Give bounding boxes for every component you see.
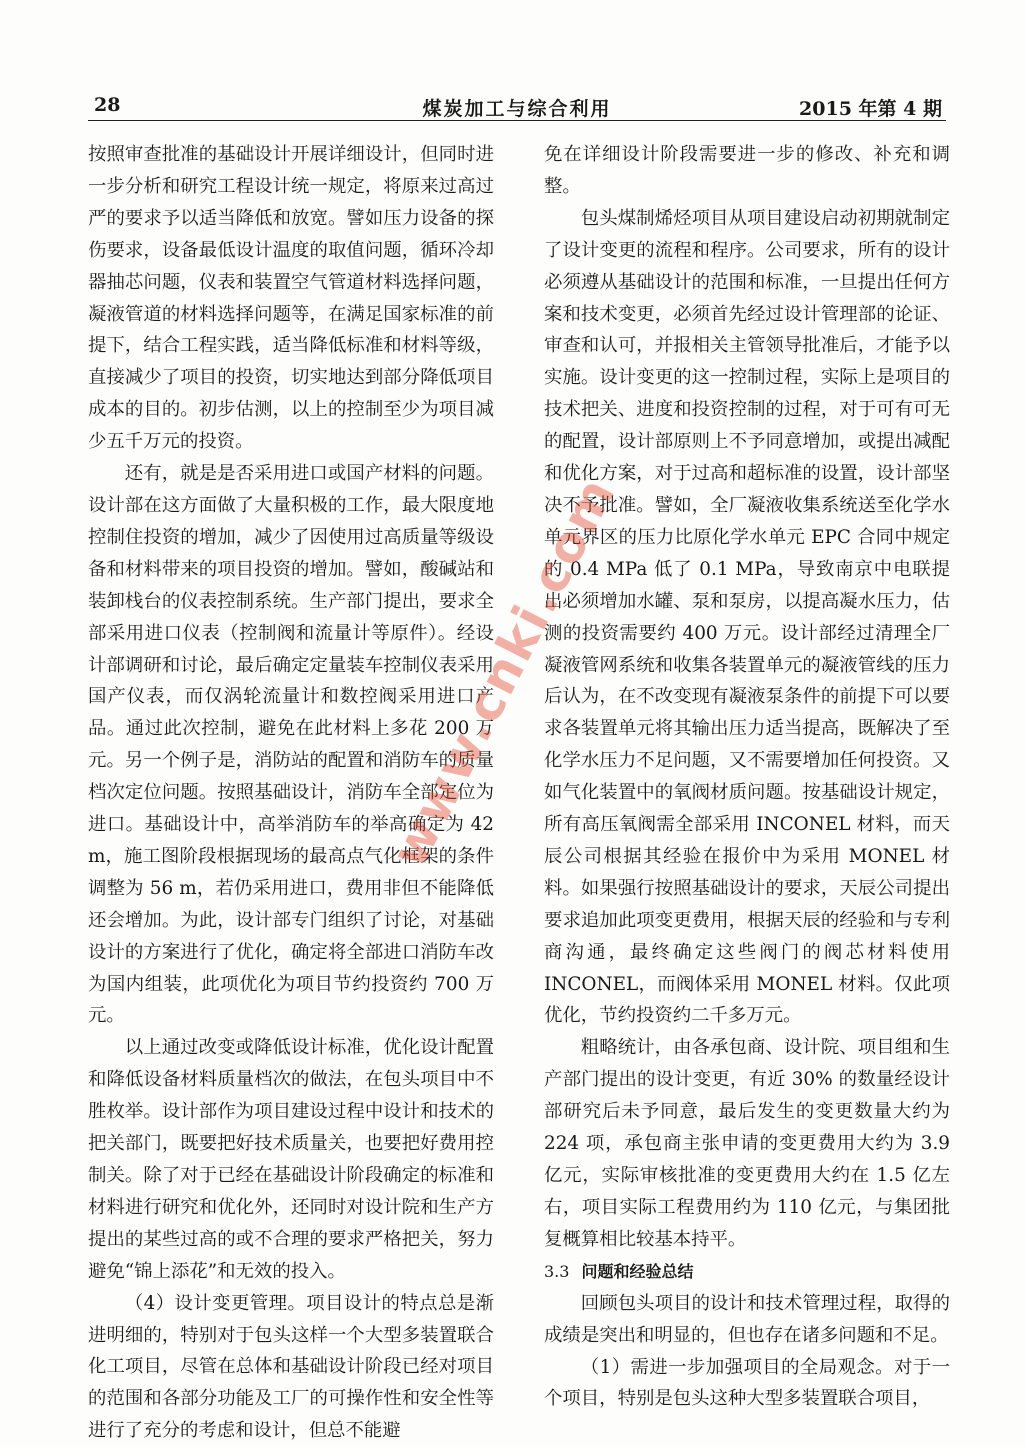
paragraph: 包头煤制烯烃项目从项目建设启动初期就制定了设计变更的流程和程序。公司要求，所有的设计必须遵从基础设计的范围和标准，一旦提出任何方案和技术变更，必须首先经过设计管理部的论证、审查和认可，并报相关主管领导批准后，才能予以实施。设计变更的这一控制过程，实际上是项目的技术把关、进度和投资控制的过程，对于可有可无的配置，设计部原则上不予同意增加，或提出减配和优化方案，对于过高和超标准的设置，设计部坚决不予批准。譬如，全厂凝液收集系统送至化学水单元界区的压力比原化学水单元 EPC 合同中规定的 0.4 MPa 低了 0.1 MPa，导致南京中电联提出必须增加水罐、泵和泵房，以提高凝水压力，估测的投资需要约 400 万元。设计部经过清理全厂凝液管网系统和收集各装置单元的凝液管线的压力后认为，在不改变现有凝液泵条件的前提下可以要求各装置单元将其输出压力适当提高，既解决了至化学水压力不足问题，又不需要增加任何投资。又如气化装置中的氧阀材质问题。按基础设计规定，所有高压氧阀需全部采用 INCONEL 材料，而天辰公司根据其经验在报价中为采用 MONEL 材料。如果强行按照基础设计的要求，天辰公司提出要求追加此项变更费用，根据天辰的经验和与专利商沟通，最终确定这些阀门的阀芯材料使用 INCONEL，而阀体采用 MONEL 材料。仅此项优化，节约投资约二千多万元。: [544, 207, 950, 1027]
paragraph: 粗略统计，由各承包商、设计院、项目组和生产部门提出的设计变更，有近 30% 的数量经设计部研究后未予同意，最后发生的变更数量大约为 224 项，承包商主张申请的变更费用大约为 3.9 亿元，实际审核批准的变更费用大约在 1.5 亿左右，项目实际工程费用约为 110 亿元，与集团批复概算相比较基本持平。: [544, 1037, 950, 1250]
paragraph: （1）需进一步加强项目的全局观念。对于一个项目，特别是包头这种大型多装置联合项目，: [544, 1356, 950, 1410]
watermark: www.cnki.com: [380, 467, 627, 877]
paragraph: 以上通过改变或降低设计标准，优化设计配置和降低设备材料质量档次的做法，在包头项目中不胜枚举。设计部作为项目建设过程中设计和技术的把关部门，既要把好技术质量关，也要把好费用控制关。除了对于已经在基础设计阶段确定的标准和材料进行研究和优化外，还同时对设计院和生产方提出的某些过高的或不合理的要求严格把关，努力避免“锦上添花”和无效的投入。: [88, 1037, 494, 1282]
paragraph: （4）设计变更管理。项目设计的特点总是渐进明细的，特别对于包头这样一个大型多装置联合化工项目，尽管在总体和基础设计阶段已经对项目的范围和各部分功能及工厂的可操作性和安全性等进行了充分的考虑和设计，但总不能避: [88, 1292, 494, 1442]
journal-title: 煤炭加工与综合利用: [422, 98, 612, 120]
section-number: 3.3: [544, 1261, 570, 1281]
paragraph: 免在详细设计阶段需要进一步的修改、补充和调整。: [544, 144, 950, 197]
paragraph: 回顾包头项目的设计和技术管理过程，取得的成绩是突出和明显的，但也存在诸多问题和不足。: [544, 1292, 950, 1346]
issue-label: 2015 年第 4 期: [799, 98, 942, 120]
page-number: 28: [94, 94, 121, 116]
paragraph: 按照审查批准的基础设计开展详细设计，但同时进一步分析和研究工程设计统一规定，将原来过高过严的要求予以适当降低和放宽。譬如压力设备的探伤要求，设备最低设计温度的取值问题，循环冷却器抽芯问题，仪表和装置空气管道材料选择问题，凝液管道的材料选择问题等，在满足国家标准的前提下，结合工程实践，适当降低标准和材料等级，直接减少了项目的投资，切实地达到部分降低项目成本的目的。初步估测，以上的控制至少为项目减少五千万元的投资。: [88, 144, 494, 453]
section-title: 问题和经验总结: [581, 1261, 694, 1281]
page-header: [88, 84, 946, 121]
paragraph: 还有，就是是否采用进口或国产材料的问题。设计部在这方面做了大量积极的工作，最大限度地控制住投资的增加，减少了因使用过高质量等级设备和材料带来的项目投资的增加。譬如，酸碱站和装卸栈台的仪表控制系统。生产部门提出，要求全部采用进口仪表（控制阀和流量计等原件）。经设计部调研和讨论，最后确定定量装车控制仪表采用国产仪表，而仅涡轮流量计和数控阀采用进口产品。通过此次控制，避免在此材料上多花 200 万元。另一个例子是，消防站的配置和消防车的质量档次定位问题。按照基础设计，消防车全部定位为进口。基础设计中，高举消防车的举高确定为 42 m，施工图阶段根据现场的最高点气化框架的条件调整为 56 m，若仍采用进口，费用非但不能降低还会增加。为此，设计部专门组织了讨论，对基础设计的方案进行了优化，确定将全部进口消防车改为国内组装，此项优化为项目节约投资约 700 万元。: [88, 463, 494, 1027]
right-column: [544, 139, 950, 1415]
section-heading: [544, 1256, 950, 1288]
